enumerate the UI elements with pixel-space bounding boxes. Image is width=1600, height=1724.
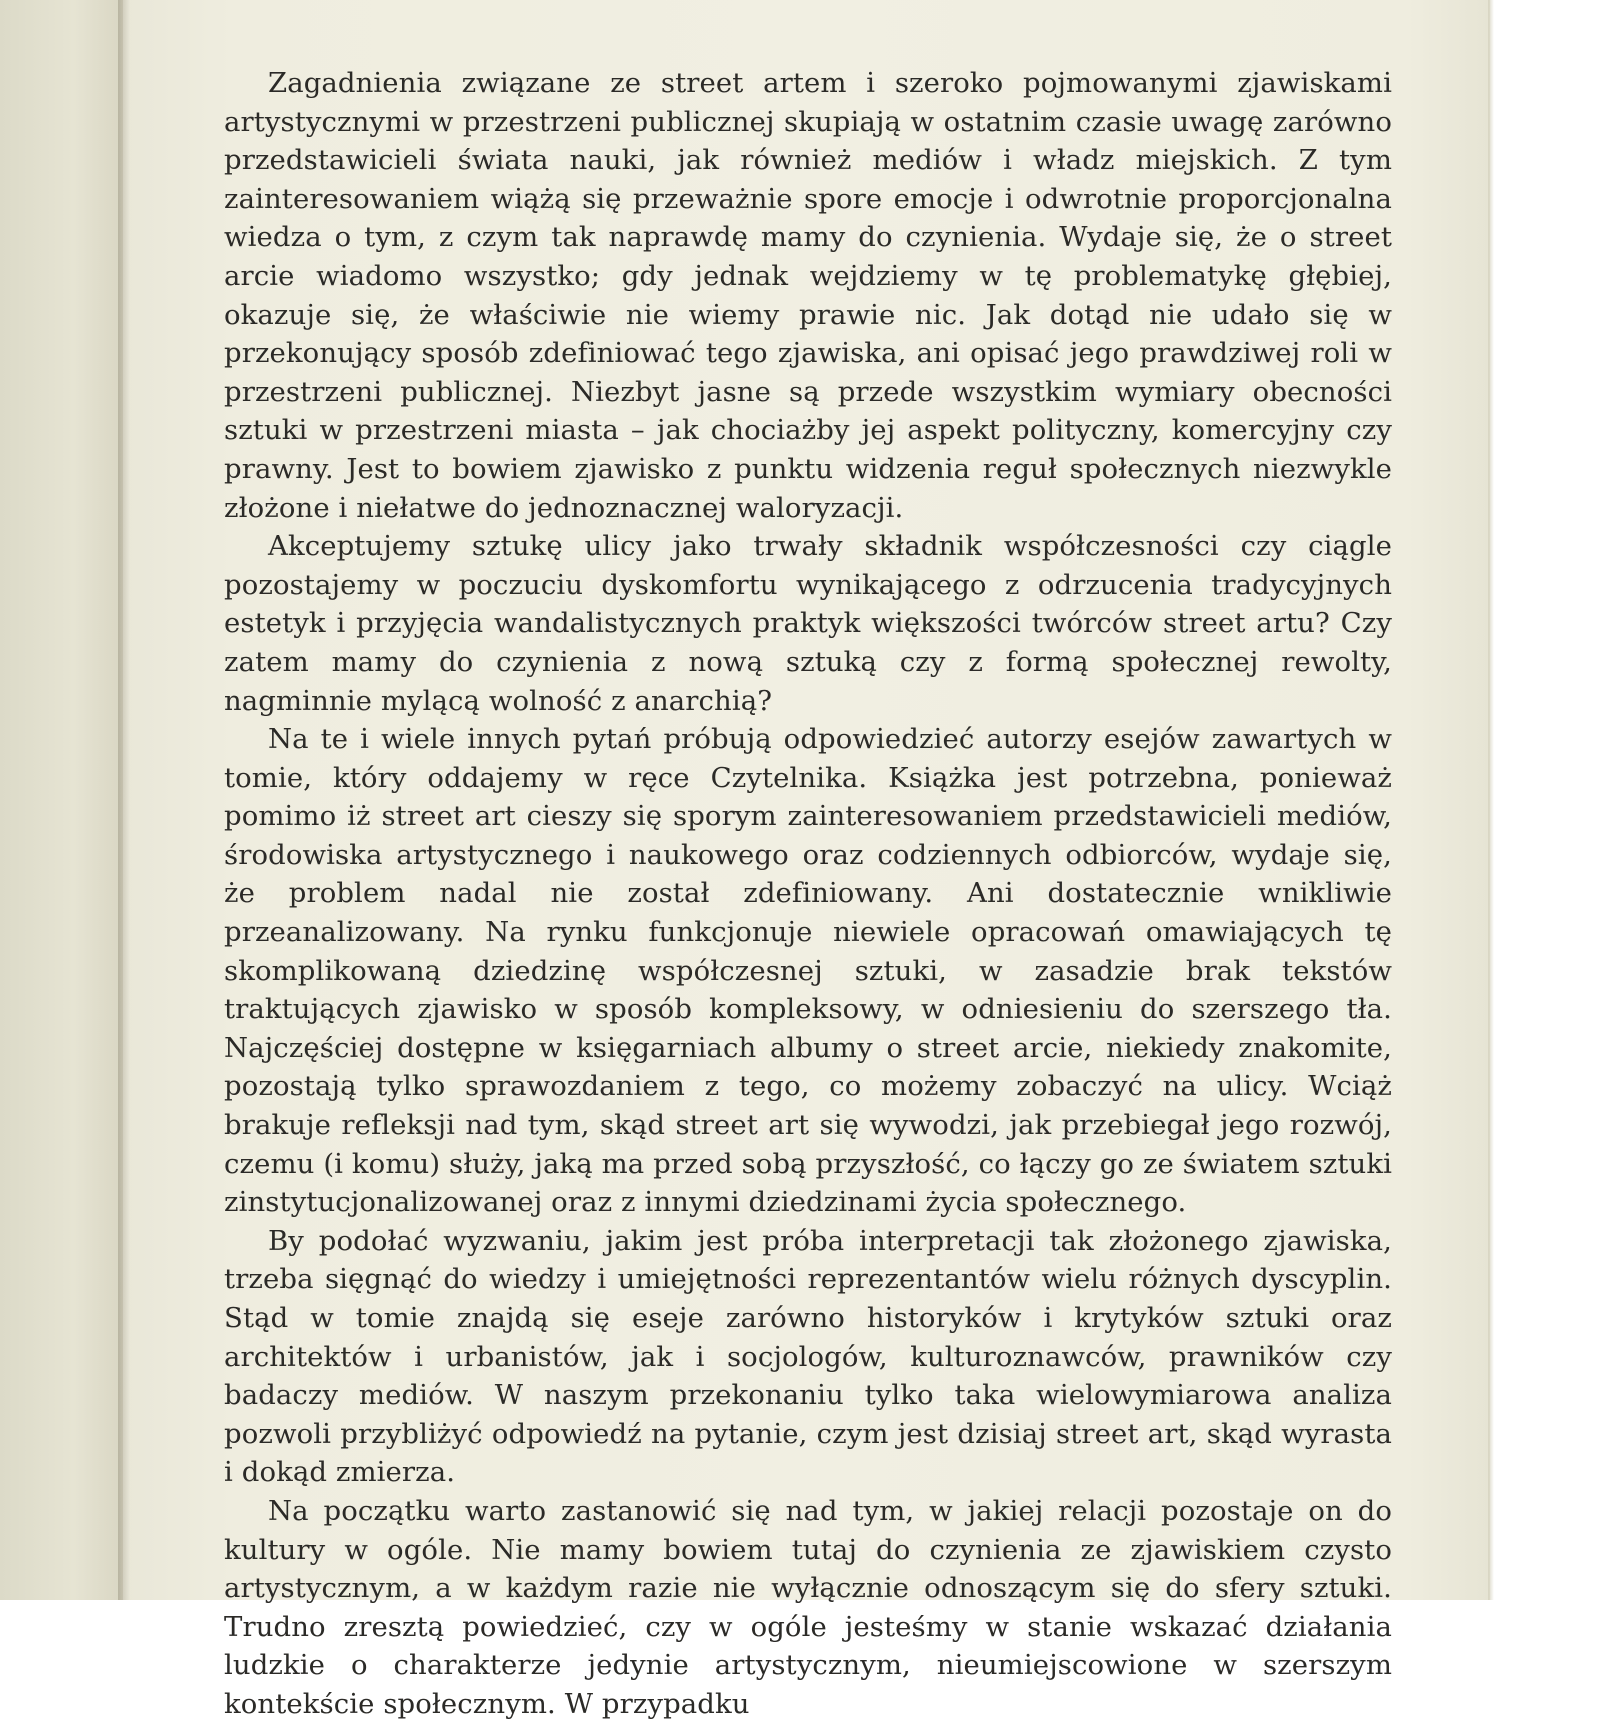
paragraph: Na te i wiele innych pytań próbują odpowiedzieć autorzy esejów zawartych w tomie, który oddajemy w ręce Czytelnika. Książka jest potrzebna, ponieważ pomimo iż street art cieszy się sporym zainteresowaniem przedstawicieli mediów, środowiska artystycznego i naukowego oraz codziennych odbiorców, wydaje się, że problem nadal nie został zdefiniowany. Ani dostatecznie wnikliwie przeanalizowany. Na rynku funkcjonuje niewiele opracowań omawiających tę skomplikowaną dziedzinę współczesnej sztuki, w zasadzie brak tekstów traktujących zjawisko w sposób kompleksowy, w odniesieniu do szerszego tła. Najczęściej dostępne w księgarniach albumy o street arcie, niekiedy znakomite, pozostają tylko sprawozdaniem z tego, co możemy zobaczyć na ulicy. Wciąż brakuje refleksji nad tym, skąd street art się wywodzi, jak przebiegał jego rozwój, czemu (i komu) służy, jaką ma przed sobą przyszłość, co łączy go ze światem sztuki zinstytucjonalizowanej oraz z innymi dziedzinami życia społecznego. bbox=[224, 723, 1392, 1219]
body-text bbox=[224, 64, 1392, 1724]
paragraph: By podołać wyzwaniu, jakim jest próba interpretacji tak złożonego zjawiska, trzeba sięgnąć do wiedzy i umiejętności reprezentantów wielu różnych dyscyplin. Stąd w tomie znajdą się eseje zarówno historyków i krytyków sztuki oraz architektów i urbanistów, jak i socjologów, kulturoznawców, prawników czy badaczy mediów. W naszym przekonaniu tylko taka wielowymiarowa analiza pozwoli przybliżyć odpowiedź na pytanie, czym jest dzisiaj street art, skąd wyrasta i dokąd zmierza. bbox=[224, 1224, 1392, 1489]
paragraph: Akceptujemy sztukę ulicy jako trwały składnik współczesności czy ciągle pozostajemy w poczuciu dyskomfortu wynikającego z odrzucenia tradycyjnych estetyk i przyjęcia wandalistycznych praktyk większości twórców street artu? Czy zatem mamy do czynienia z nową sztuką czy z formą społecznej rewolty, nagminnie mylącą wolność z anarchią? bbox=[224, 530, 1392, 717]
page-fold-shadow bbox=[118, 0, 130, 1600]
adjacent-page-edge bbox=[0, 0, 123, 1600]
paragraph: Zagadnienia związane ze street artem i szeroko pojmowanymi zjawiskami artystycznymi w przestrzeni publicznej skupiają w ostatnim czasie uwagę zarówno przedstawicieli świata nauki, jak również mediów i władz miejskich. Z tym zainteresowaniem wiążą się przeważnie spore emocje i odwrotnie proporcjonalna wiedza o tym, z czym tak naprawdę mamy do czynienia. Wydaje się, że o street arcie wiadomo wszystko; gdy jednak wejdziemy w tę problematykę głębiej, okazuje się, że właściwie nie wiemy prawie nic. Jak dotąd nie udało się w przekonujący sposób zdefiniować tego zjawiska, ani opisać jego prawdziwej roli w przestrzeni publicznej. Niezbyt jasne są przede wszystkim wymiary obecności sztuki w przestrzeni miasta – jak chociażby jej aspekt polityczny, komercyjny czy prawny. Jest to bowiem zjawisko z punktu widzenia reguł społecznych niezwykle złożone i niełatwe do jednoznacznej waloryzacji. bbox=[224, 67, 1392, 524]
page-right-edge bbox=[1488, 0, 1494, 1600]
paragraph: Na początku warto zastanowić się nad tym, w jakiej relacji pozostaje on do kultury w ogóle. Nie mamy bowiem tutaj do czynienia ze zjawiskiem czysto artystycznym, a w każdym razie nie wyłącznie odnoszącym się do sfery sztuki. Trudno zresztą powiedzieć, czy w ogóle jesteśmy w stanie wskazać działania ludzkie o charakterze jedynie artystycznym, nieumiejscowione w szerszym kontekście społecznym. W przypadku bbox=[224, 1494, 1392, 1720]
